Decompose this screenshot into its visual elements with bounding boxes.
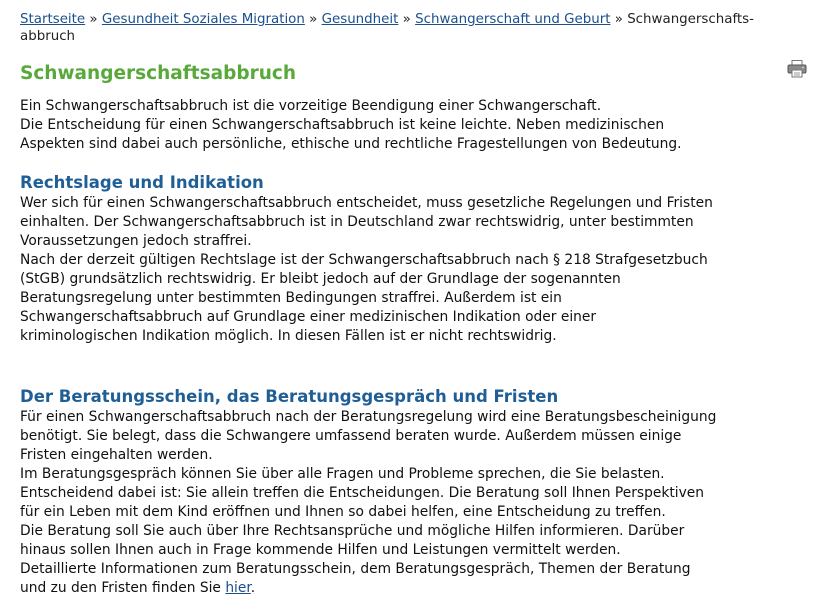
printer-icon[interactable] xyxy=(787,60,807,78)
text-line-with-link xyxy=(20,579,810,598)
text-line: Die Entscheidung für einen Schwangerschaftsabbruch ist keine leichte. Neben medizinischen xyxy=(20,117,665,133)
breadcrumb-link-gesundheit-soziales-migration[interactable]: Gesundheit Soziales Migration xyxy=(101,12,305,27)
text-line: Schwangerschaftsabbruch auf Grundlage einer medizinischen Indikation oder einer xyxy=(20,309,597,325)
text-line: Nach der derzeit gültigen Rechtslage ist der Schwangerschaftsabbruch nach § 218 Strafgesetzbuch xyxy=(20,252,708,268)
text-line: einhalten. Der Schwangerschaftsabbruch ist in Deutschland zwar rechtswidrig, unter bestimmten xyxy=(20,214,694,230)
text-line: kriminologischen Indikation möglich. In diesen Fällen ist er nicht rechtswidrig. xyxy=(20,328,557,344)
text-line: (StGB) grundsätzlich rechtswidrig. Er bleibt jedoch auf der Grundlage der sogenannten xyxy=(20,271,621,287)
page-title: Schwangerschaftsabbruch xyxy=(20,63,297,84)
text-line-prefix: und zu den Fristen finden Sie xyxy=(20,580,226,596)
text-line: Voraussetzungen jedoch straffrei. xyxy=(20,233,252,249)
text-line: Aspekten sind dabei auch persönliche, ethische und rechtliche Fragestellungen von Bedeutung. xyxy=(20,136,682,152)
breadcrumb-current: Schwangerschafts- xyxy=(627,12,754,27)
hier-link[interactable]: hier xyxy=(225,580,251,596)
section-rechtslage-text xyxy=(20,194,810,346)
text-line: Beratungsregelung unter bestimmten Bedingungen straffrei. Außerdem ist ein xyxy=(20,290,562,306)
text-line-suffix: . xyxy=(250,580,256,596)
text-line: hinaus sollen Ihnen auch in Frage kommende Hilfen und Leistungen vermittelt werden. xyxy=(20,542,621,558)
text-line: Für einen Schwangerschaftsabbruch nach der Beratungsregelung wird eine Beratungsbescheinigung xyxy=(20,409,717,425)
breadcrumb-separator: » xyxy=(89,12,98,27)
breadcrumb-link-schwangerschaft-und-geburt[interactable]: Schwangerschaft und Geburt xyxy=(415,12,611,27)
breadcrumb-link-gesundheit[interactable]: Gesundheit xyxy=(321,12,399,27)
breadcrumb-separator: » xyxy=(402,12,411,27)
text-line: benötigt. Sie belegt, dass die Schwangere umfassend beraten wurde. Außerdem müssen einige xyxy=(20,428,682,444)
intro-paragraph xyxy=(20,97,810,154)
text-line: Ein Schwangerschaftsabbruch ist die vorzeitige Beendigung einer Schwangerschaft. xyxy=(20,98,602,114)
section-heading-rechtslage: Rechtslage und Indikation xyxy=(20,173,264,192)
breadcrumb-separator: » xyxy=(309,12,318,27)
text-line: Entscheidend dabei ist: Sie allein treffen die Entscheidungen. Die Beratung soll Ihnen Perspektiven xyxy=(20,485,704,501)
text-line: für ein Leben mit dem Kind eröffnen und Ihnen so dabei helfen, eine Entscheidung zu treffen. xyxy=(20,504,666,520)
breadcrumb-current-continued: abbruch xyxy=(20,29,76,44)
breadcrumb-separator: » xyxy=(614,12,623,27)
text-line: Die Beratung soll Sie auch über Ihre Rechtsansprüche und mögliche Hilfen informieren. Darüber xyxy=(20,523,685,539)
breadcrumb xyxy=(20,11,810,45)
breadcrumb-link-startseite[interactable]: Startseite xyxy=(20,12,86,27)
section-heading-beratungsschein: Der Beratungsschein, das Beratungsgespräch und Fristen xyxy=(20,387,559,406)
section-beratungsschein-text xyxy=(20,408,810,598)
text-line: Wer sich für einen Schwangerschaftsabbruch entscheidet, muss gesetzliche Regelungen und Fristen xyxy=(20,195,713,211)
text-line: Fristen eingehalten werden. xyxy=(20,447,213,463)
text-line: Detaillierte Informationen zum Beratungsschein, dem Beratungsgespräch, Themen der Beratung xyxy=(20,561,691,577)
text-line: Im Beratungsgespräch können Sie über alle Fragen und Probleme sprechen, die Sie belasten. xyxy=(20,466,665,482)
